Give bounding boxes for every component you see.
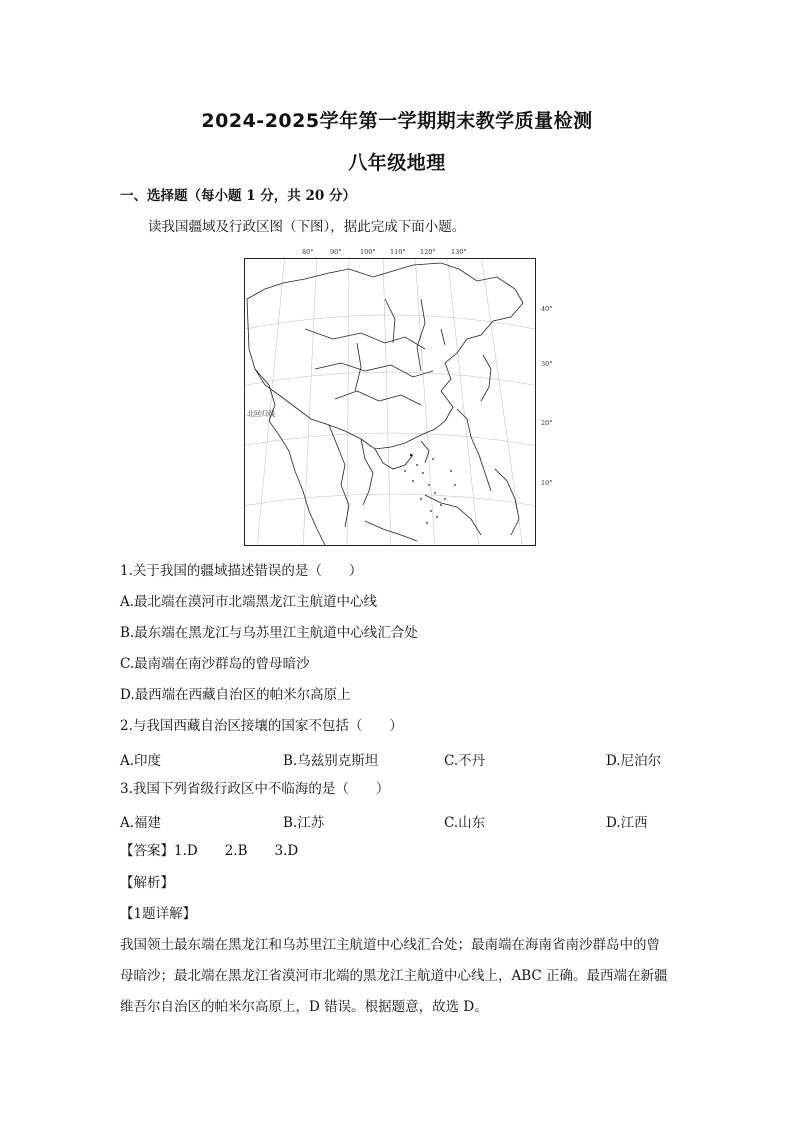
lat-label: 40°: [541, 305, 553, 313]
map-drawing: [245, 259, 535, 545]
question-3-option-b: B.江苏: [283, 815, 325, 831]
lat-label: 20°: [541, 419, 553, 427]
detail-paragraph: [120, 930, 676, 1023]
question-1-option-b: B.最东端在黑龙江与乌苏里江主航道中心线汇合处: [120, 625, 418, 641]
question-1-option-d: D.最西端在西藏自治区的帕米尔高原上: [120, 687, 351, 703]
lon-label: 110°: [390, 248, 406, 256]
analysis-label: 【解析】: [120, 875, 174, 891]
map-borders: [247, 263, 523, 545]
answer-line: 【答案】1.D 2.B 3.D: [120, 843, 299, 859]
detail-line: 维吾尔自治区的帕米尔高原上，D 错误。根据题意，故选 D。: [120, 999, 488, 1015]
section-heading: 一、选择题（每小题 1 分，共 20 分）: [120, 188, 356, 204]
exam-subtitle: 八年级地理: [348, 152, 446, 174]
detail-line: 我国领土最东端在黑龙江和乌苏里江主航道中心线汇合处；最南端在海南省南沙群岛中的曾: [120, 937, 660, 953]
question-3-option-a: A.福建: [120, 815, 162, 831]
lat-label: 30°: [541, 360, 553, 368]
lon-label: 80°: [302, 248, 314, 256]
lon-label: 90°: [330, 248, 342, 256]
map-longitude-labels: [244, 248, 544, 258]
map-islands: [404, 454, 456, 524]
tropic-of-cancer-label: 北回归线: [247, 410, 275, 418]
exam-title: 2024-2025学年第一学期期末教学质量检测: [201, 110, 593, 132]
question-3-option-d: D.江西: [606, 815, 648, 831]
detail-line: 母暗沙；最北端在黑龙江省漠河市北端的黑龙江主航道中心线上，ABC 正确。最西端在新疆: [120, 968, 668, 984]
question-1-option-a: A.最北端在漠河市北端黑龙江主航道中心线: [120, 594, 378, 610]
question-2-stem: 2.与我国西藏自治区接壤的国家不包括（ ）: [120, 718, 403, 734]
question-1-option-c: C.最南端在南沙群岛的曾母暗沙: [120, 656, 310, 672]
detail-label: 【1题详解】: [120, 906, 197, 922]
lon-label: 120°: [420, 248, 436, 256]
question-2-option-d: D.尼泊尔: [606, 753, 662, 769]
question-2-option-a: A.印度: [120, 753, 162, 769]
lon-label: 100°: [360, 248, 376, 256]
question-2-option-c: C.不丹: [444, 753, 486, 769]
lon-label: 130°: [451, 248, 467, 256]
section-intro: 读我国疆域及行政区图（下图），据此完成下面小题。: [148, 219, 466, 235]
question-3-option-c: C.山东: [444, 815, 486, 831]
china-territory-map: [244, 258, 536, 546]
lat-label: 10°: [541, 479, 553, 487]
question-1-stem: 1.关于我国的疆域描述错误的是（ ）: [120, 563, 363, 579]
question-3-stem: 3.我国下列省级行政区中不临海的是（ ）: [120, 781, 390, 797]
question-2-option-b: B.乌兹别克斯坦: [283, 753, 379, 769]
